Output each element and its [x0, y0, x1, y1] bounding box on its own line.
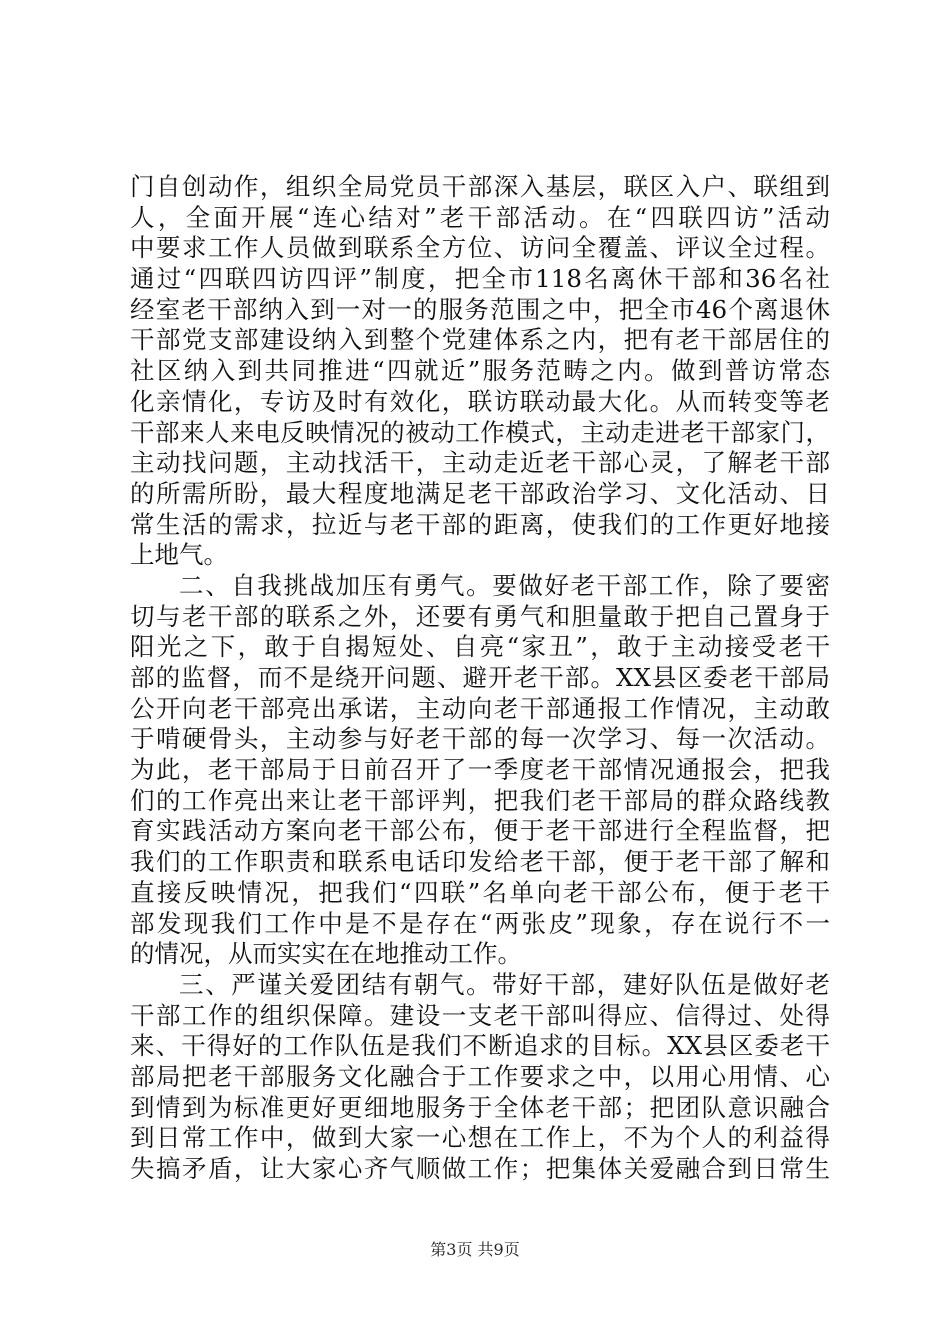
text-line: 干部工作的组织保障。建设一支老干部叫得应、信得过、处得: [130, 1000, 830, 1030]
document-body: [130, 172, 830, 1185]
text-line: 为此，老干部局于日前召开了一季度老干部情况通报会，把我: [130, 755, 830, 785]
text-line: 门自创动作，组织全局党员干部深入基层，联区入户、联组到: [130, 172, 830, 201]
text-line: 来、干得好的工作队伍是我们不断追求的目标。XX县区委老干: [130, 1031, 830, 1061]
text-line: 们的工作亮出来让老干部评判，把我们老干部局的群众路线教: [130, 785, 830, 815]
text-line: 部的监督，而不是绕开问题、避开老干部。XX县区委老干部局: [130, 663, 830, 692]
text-line: 育实践活动方案向老干部公布，便于老干部进行全程监督，把: [130, 816, 830, 846]
text-line: 部发现我们工作中是不是存在“两张皮”现象，存在说行不一: [130, 908, 830, 938]
text-line: 公开向老干部亮出承诺，主动向老干部通报工作情况，主动敢: [130, 693, 830, 723]
text-line: 到日常工作中，做到大家一心想在工作上，不为个人的利益得: [130, 1123, 830, 1153]
text-line: 干部党支部建设纳入到整个党建体系之内，把有老干部居住的: [130, 325, 830, 355]
text-line: 化亲情化，专访及时有效化，联访联动最大化。从而转变等老: [130, 386, 830, 416]
text-line: 的情况，从而实实在在地推动工作。: [130, 939, 522, 969]
text-line: 主动找问题，主动找活干，主动走近老干部心灵，了解老干部: [130, 448, 830, 478]
page-number-footer: 第3页 共9页: [430, 1240, 520, 1259]
text-line: 于啃硬骨头，主动参与好老干部的每一次学习、每一次活动。: [130, 724, 830, 754]
text-line: 通过“四联四访四评”制度，把全市118名离休干部和36名社: [130, 264, 830, 294]
text-line: 干部来人来电反映情况的被动工作模式，主动走进老干部家门，: [130, 417, 830, 447]
section-three-heading-line: 三、严谨关爱团结有朝气。带好干部，建好队伍是做好老: [179, 969, 830, 999]
text-line: 上地气。: [130, 540, 228, 570]
text-line: 直接反映情况，把我们“四联”名单向老干部公布，便于老干: [130, 877, 830, 907]
text-line: 经室老干部纳入到一对一的服务范围之中，把全市46个离退休: [130, 294, 830, 324]
text-line: 的所需所盼，最大程度地满足老干部政治学习、文化活动、日: [130, 478, 830, 508]
text-line: 阳光之下，敢于自揭短处、自亮“家丑”，敢于主动接受老干: [130, 632, 830, 662]
text-line: 常生活的需求，拉近与老干部的距离，使我们的工作更好地接: [130, 509, 830, 539]
text-line: 到情到为标准更好更细地服务于全体老干部；把团队意识融合: [130, 1092, 830, 1122]
text-line: 社区纳入到共同推进“四就近”服务范畴之内。做到普访常态: [130, 356, 830, 386]
text-line: 失搞矛盾，让大家心齐气顺做工作；把集体关爱融合到日常生: [130, 1154, 830, 1183]
text-line: 中要求工作人员做到联系全方位、访问全覆盖、评议全过程。: [130, 233, 830, 263]
section-two-heading-line: 二、自我挑战加压有勇气。要做好老干部工作，除了要密: [179, 570, 830, 600]
text-line: 我们的工作职责和联系电话印发给老干部，便于老干部了解和: [130, 847, 830, 877]
text-line: 部局把老干部服务文化融合于工作要求之中，以用心用情、心: [130, 1061, 830, 1091]
text-line: 切与老干部的联系之外，还要有勇气和胆量敢于把自己置身于: [130, 601, 830, 631]
text-line: 人，全面开展“连心结对”老干部活动。在“四联四访”活动: [130, 202, 830, 232]
